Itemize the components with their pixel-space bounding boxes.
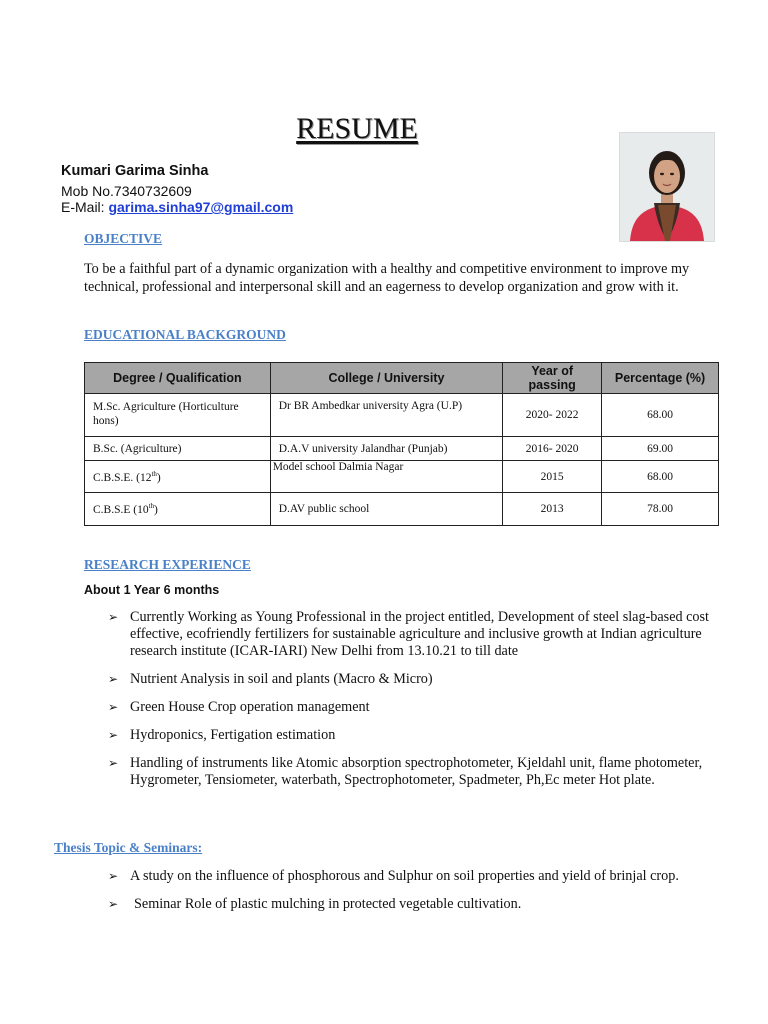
list-item xyxy=(108,896,738,913)
arrow-bullet-icon: ➢ xyxy=(108,756,119,770)
column-header-percentage: Percentage (%) xyxy=(602,363,719,394)
email-label: E-Mail: xyxy=(61,199,109,215)
arrow-bullet-icon: ➢ xyxy=(108,897,119,911)
email-link[interactable]: garima.sinha97@gmail.com xyxy=(108,199,294,215)
arrow-bullet-icon: ➢ xyxy=(108,672,119,686)
list-item-text: Currently Working as Young Professional in the project entitled, Development of steel slag-based cost effective, ecofriendly fertilizers for sustainable agriculture and inclusive growth at Indian agriculture research institute (ICAR-IARI) New Delhi from 13.10.21 to till date xyxy=(130,609,709,659)
column-header-year: Year of passing xyxy=(503,363,602,394)
profile-photo-icon xyxy=(620,133,714,241)
year-cell: 2015 xyxy=(503,461,602,493)
college-cell: D.AV public school xyxy=(270,493,503,526)
thesis-list xyxy=(108,868,738,913)
percentage-cell: 68.00 xyxy=(602,394,719,437)
column-header-college: College / University xyxy=(270,363,503,394)
year-cell: 2020- 2022 xyxy=(503,394,602,437)
research-heading: RESEARCH EXPERIENCE xyxy=(84,557,251,572)
table-row xyxy=(85,437,719,461)
list-item xyxy=(108,727,718,744)
list-item-text: Hydroponics, Fertigation estimation xyxy=(130,727,336,743)
list-item xyxy=(108,609,718,660)
list-item-text: Nutrient Analysis in soil and plants (Macro & Micro) xyxy=(130,671,433,687)
table-row xyxy=(85,394,719,437)
resume-title: RESUME xyxy=(296,112,418,145)
objective-heading: OBJECTIVE xyxy=(84,231,163,246)
arrow-bullet-icon: ➢ xyxy=(108,869,119,883)
degree-cell: B.Sc. (Agriculture) xyxy=(85,437,271,461)
percentage-cell: 68.00 xyxy=(602,461,719,493)
table-row xyxy=(85,461,719,493)
degree-text: C.B.S.E (10 xyxy=(93,503,149,516)
table-row xyxy=(85,493,719,526)
list-item-text: Handling of instruments like Atomic absorption spectrophotometer, Kjeldahl unit, flame photometer, Hygrometer, Tensiometer, waterbath, Spectrophotometer, Spadmeter, Ph,Ec meter Hot plate. xyxy=(130,755,703,788)
mobile-number: Mob No.7340732609 xyxy=(61,183,192,199)
arrow-bullet-icon: ➢ xyxy=(108,610,119,624)
year-cell: 2016- 2020 xyxy=(503,437,602,461)
research-duration: About 1 Year 6 months xyxy=(84,583,220,597)
college-cell: Dr BR Ambedkar university Agra (U.P) xyxy=(270,394,503,437)
list-item-text: Seminar Role of plastic mulching in protected vegetable cultivation. xyxy=(134,896,522,912)
profile-photo xyxy=(619,132,715,242)
percentage-cell: 78.00 xyxy=(602,493,719,526)
degree-superscript: th xyxy=(148,502,155,511)
college-cell: Model school Dalmia Nagar xyxy=(270,461,503,493)
arrow-bullet-icon: ➢ xyxy=(108,728,119,742)
degree-superscript: th xyxy=(151,469,157,478)
degree-text-end: ) xyxy=(154,503,158,516)
list-item-text: Green House Crop operation management xyxy=(130,699,370,715)
list-item xyxy=(108,755,718,789)
degree-cell xyxy=(85,461,271,493)
college-cell: D.A.V university Jalandhar (Punjab) xyxy=(270,437,503,461)
year-cell: 2013 xyxy=(503,493,602,526)
objective-text: To be a faithful part of a dynamic organization with a healthy and competitive environment to improve my technical, professional and interpersonal skill and an eagerness to develop organization and grow with it. xyxy=(84,261,690,295)
degree-cell: M.Sc. Agriculture (Horticulture hons) xyxy=(85,394,271,437)
list-item xyxy=(108,671,718,688)
table-header-row xyxy=(85,363,719,394)
education-table xyxy=(84,362,719,526)
degree-text: C.B.S.E. (12 xyxy=(93,471,152,484)
list-item xyxy=(108,868,738,885)
degree-cell xyxy=(85,493,271,526)
arrow-bullet-icon: ➢ xyxy=(108,700,119,714)
percentage-cell: 69.00 xyxy=(602,437,719,461)
research-list xyxy=(108,609,718,789)
education-heading: EDUCATIONAL BACKGROUND xyxy=(84,327,286,342)
email-line xyxy=(61,199,293,215)
column-header-degree: Degree / Qualification xyxy=(85,363,271,394)
list-item-text: A study on the influence of phosphorous and Sulphur on soil properties and yield of brinjal crop. xyxy=(130,868,679,884)
degree-text-end: ) xyxy=(156,471,161,484)
thesis-heading: Thesis Topic & Seminars: xyxy=(54,840,203,855)
candidate-name: Kumari Garima Sinha xyxy=(61,163,209,179)
list-item xyxy=(108,699,718,716)
